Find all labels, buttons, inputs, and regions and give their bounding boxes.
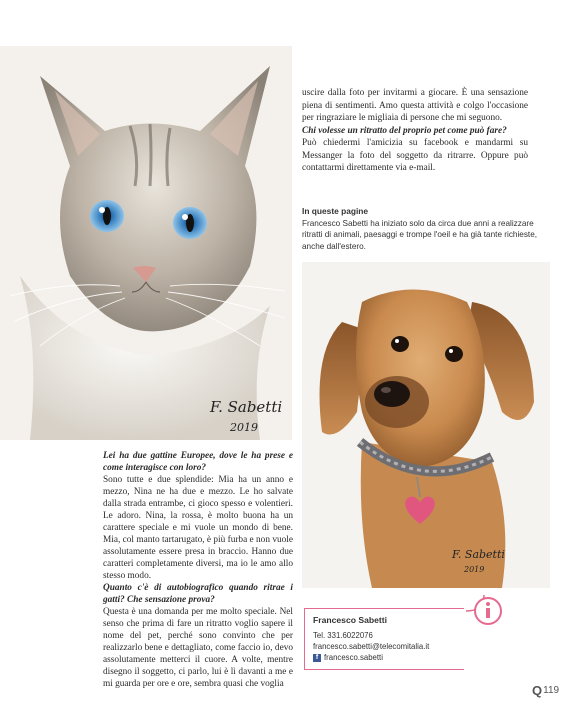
contact-email[interactable]: francesco.sabetti@telecomitalia.it xyxy=(313,642,430,651)
article-left-column xyxy=(103,450,293,690)
contact-name: Francesco Sabetti xyxy=(313,615,388,625)
magazine-logo: Q xyxy=(532,683,543,698)
caption-text: Francesco Sabetti ha iniziato solo da circa due anni a realizzare ritratti di animali, paesaggi e trompe l'oeil e ha già tante richieste, anche dall'estero. xyxy=(302,218,538,251)
image-caption xyxy=(302,206,552,252)
svg-text:2019: 2019 xyxy=(464,565,485,574)
facebook-handle: francesco.sabetti xyxy=(324,653,383,662)
page-number-text: 119 xyxy=(543,685,560,696)
paragraph: uscire dalla foto per invitarmi a giocare. È una sensazione piena di sentimenti. Amo questa attività e colgo l'occasione per ringraziare le migliaia di persone che mi seguono. xyxy=(302,88,528,123)
interview-answer: Può chiedermi l'amicizia su facebook e mandarmi su Messanger la foto del soggetto da ritrarre. Oppure può contattarmi direttamente via e-mail. xyxy=(302,138,528,173)
caption-title: In queste pagine xyxy=(302,206,369,216)
page-number xyxy=(532,683,559,698)
interview-answer: Questa è una domanda per me molto speciale. Nel senso che prima di fare un ritratto voglio sapere il nome del pet, perché sono convinto che per realizzarlo bene e dettagliato, come faccio io, devo assolutamente metterci il cuore. A volte, mentre disegno il soggetto, ci parlo, lui è lì davanti a me e mi guarda per ore e ore, sembra quasi che voglia xyxy=(103,607,293,689)
facebook-icon: f xyxy=(313,654,321,662)
interview-answer: Sono tutte e due splendide: Mia ha un anno e mezzo, Nina ne ha due e mezzo. Le ho salvate dalla strada entrambe, ci gioco spesso e volentieri. Le adoro. Nina, la rossa, è molto buona ha un carattere speciale e mi vuole un mondo di bene. Mia, col manto tartarugato, è più furba e non vuole assolutamente essere presa in braccio. Hanno due caratteri completamente diversi, ma io le amo allo stesso modo. xyxy=(103,475,293,581)
contact-phone: Tel. 331.6022076 xyxy=(313,631,373,640)
cat-portrait-illustration xyxy=(0,46,292,440)
dog-signature: F. Sabetti xyxy=(452,548,505,561)
contact-facebook[interactable] xyxy=(313,652,456,663)
interview-question: Quanto c'è di autobiografico quando ritrae i gatti? Che sensazione prova? xyxy=(103,583,293,605)
info-icon xyxy=(464,593,504,627)
interview-question: Chi volesse un ritratto del proprio pet come può fare? xyxy=(302,125,507,136)
dog-portrait-illustration xyxy=(302,262,550,588)
article-right-column xyxy=(302,87,528,175)
interview-question: Lei ha due gattine Europee, dove le ha prese e come interagisce con loro? xyxy=(103,451,293,473)
cat-signature: F. Sabetti xyxy=(210,398,283,416)
contact-info-box xyxy=(304,608,464,670)
svg-text:2019: 2019 xyxy=(230,421,258,434)
